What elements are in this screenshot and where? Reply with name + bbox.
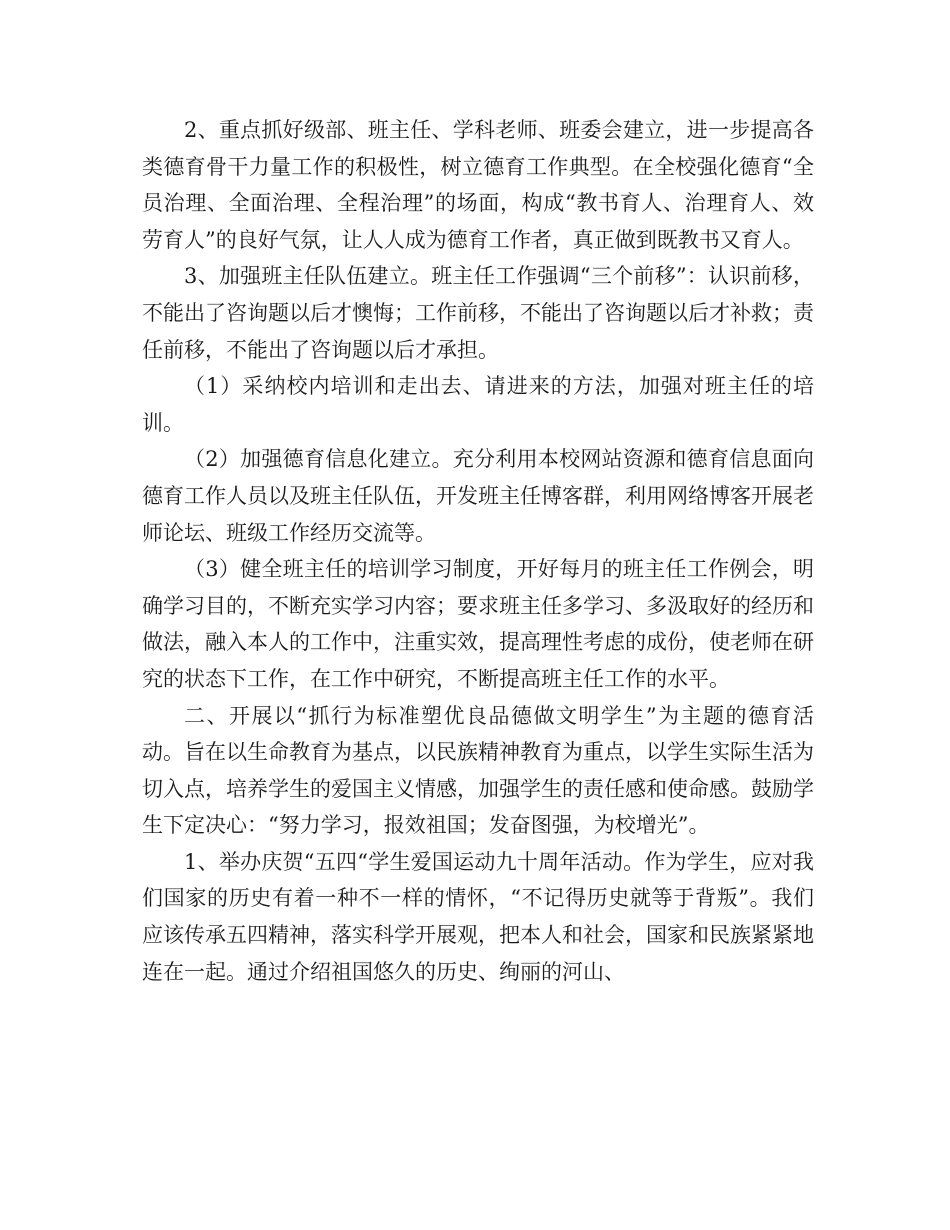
- document-body: [142, 112, 814, 990]
- paragraph-3: （1）采纳校内培训和走出去、请进来的方法，加强对班主任的培训。: [142, 374, 814, 435]
- paragraph-1: 2、重点抓好级部、班主任、学科老师、班委会建立，进一步提高各类德育骨干力量工作的积极性，树立德育工作典型。在全校强化德育“全员治理、全面治理、全程治理”的场面，构成“教书育人、治理育人、效劳育人”的良好气氛，让人人成为德育工作者，真正做到既教书又育人。: [142, 118, 814, 252]
- paragraph-4: （2）加强德育信息化建立。充分利用本校网站资源和德育信息面向德育工作人员以及班主任队伍，开发班主任博客群，利用网络博客开展老师论坛、班级工作经历交流等。: [142, 447, 814, 545]
- paragraph-2: 3、加强班主任队伍建立。班主任工作强调“三个前移”：认识前移，不能出了咨询题以后才懊悔；工作前移，不能出了咨询题以后才补救；责任前移，不能出了咨询题以后才承担。: [142, 264, 814, 362]
- paragraph-6: 二、开展以“抓行为标准塑优良品德做文明学生”为主题的德育活动。旨在以生命教育为基点，以民族精神教育为重点，以学生实际生活为切入点，培养学生的爱国主义情感，加强学生的责任感和使命感。鼓励学生下定决心：“努力学习，报效祖国；发奋图强，为校增光”。: [142, 703, 814, 838]
- paragraph-5: （3）健全班主任的培训学习制度，开好每月的班主任工作例会，明确学习目的，不断充实学习内容；要求班主任多学习、多汲取好的经历和做法，融入本人的工作中，注重实效，提高理性考虑的成份，使老师在研究的状态下工作，在工作中研究，不断提高班主任工作的水平。: [142, 557, 814, 691]
- paragraph-7: 1、举办庆贺“五四“学生爱国运动九十周年活动。作为学生，应对我们国家的历史有着一种不一样的情怀，“不记得历史就等于背叛”。我们应该传承五四精神，落实科学开展观，把本人和社会，国家和民族紧紧地连在一起。通过介绍祖国悠久的历史、绚丽的河山、: [142, 849, 814, 984]
